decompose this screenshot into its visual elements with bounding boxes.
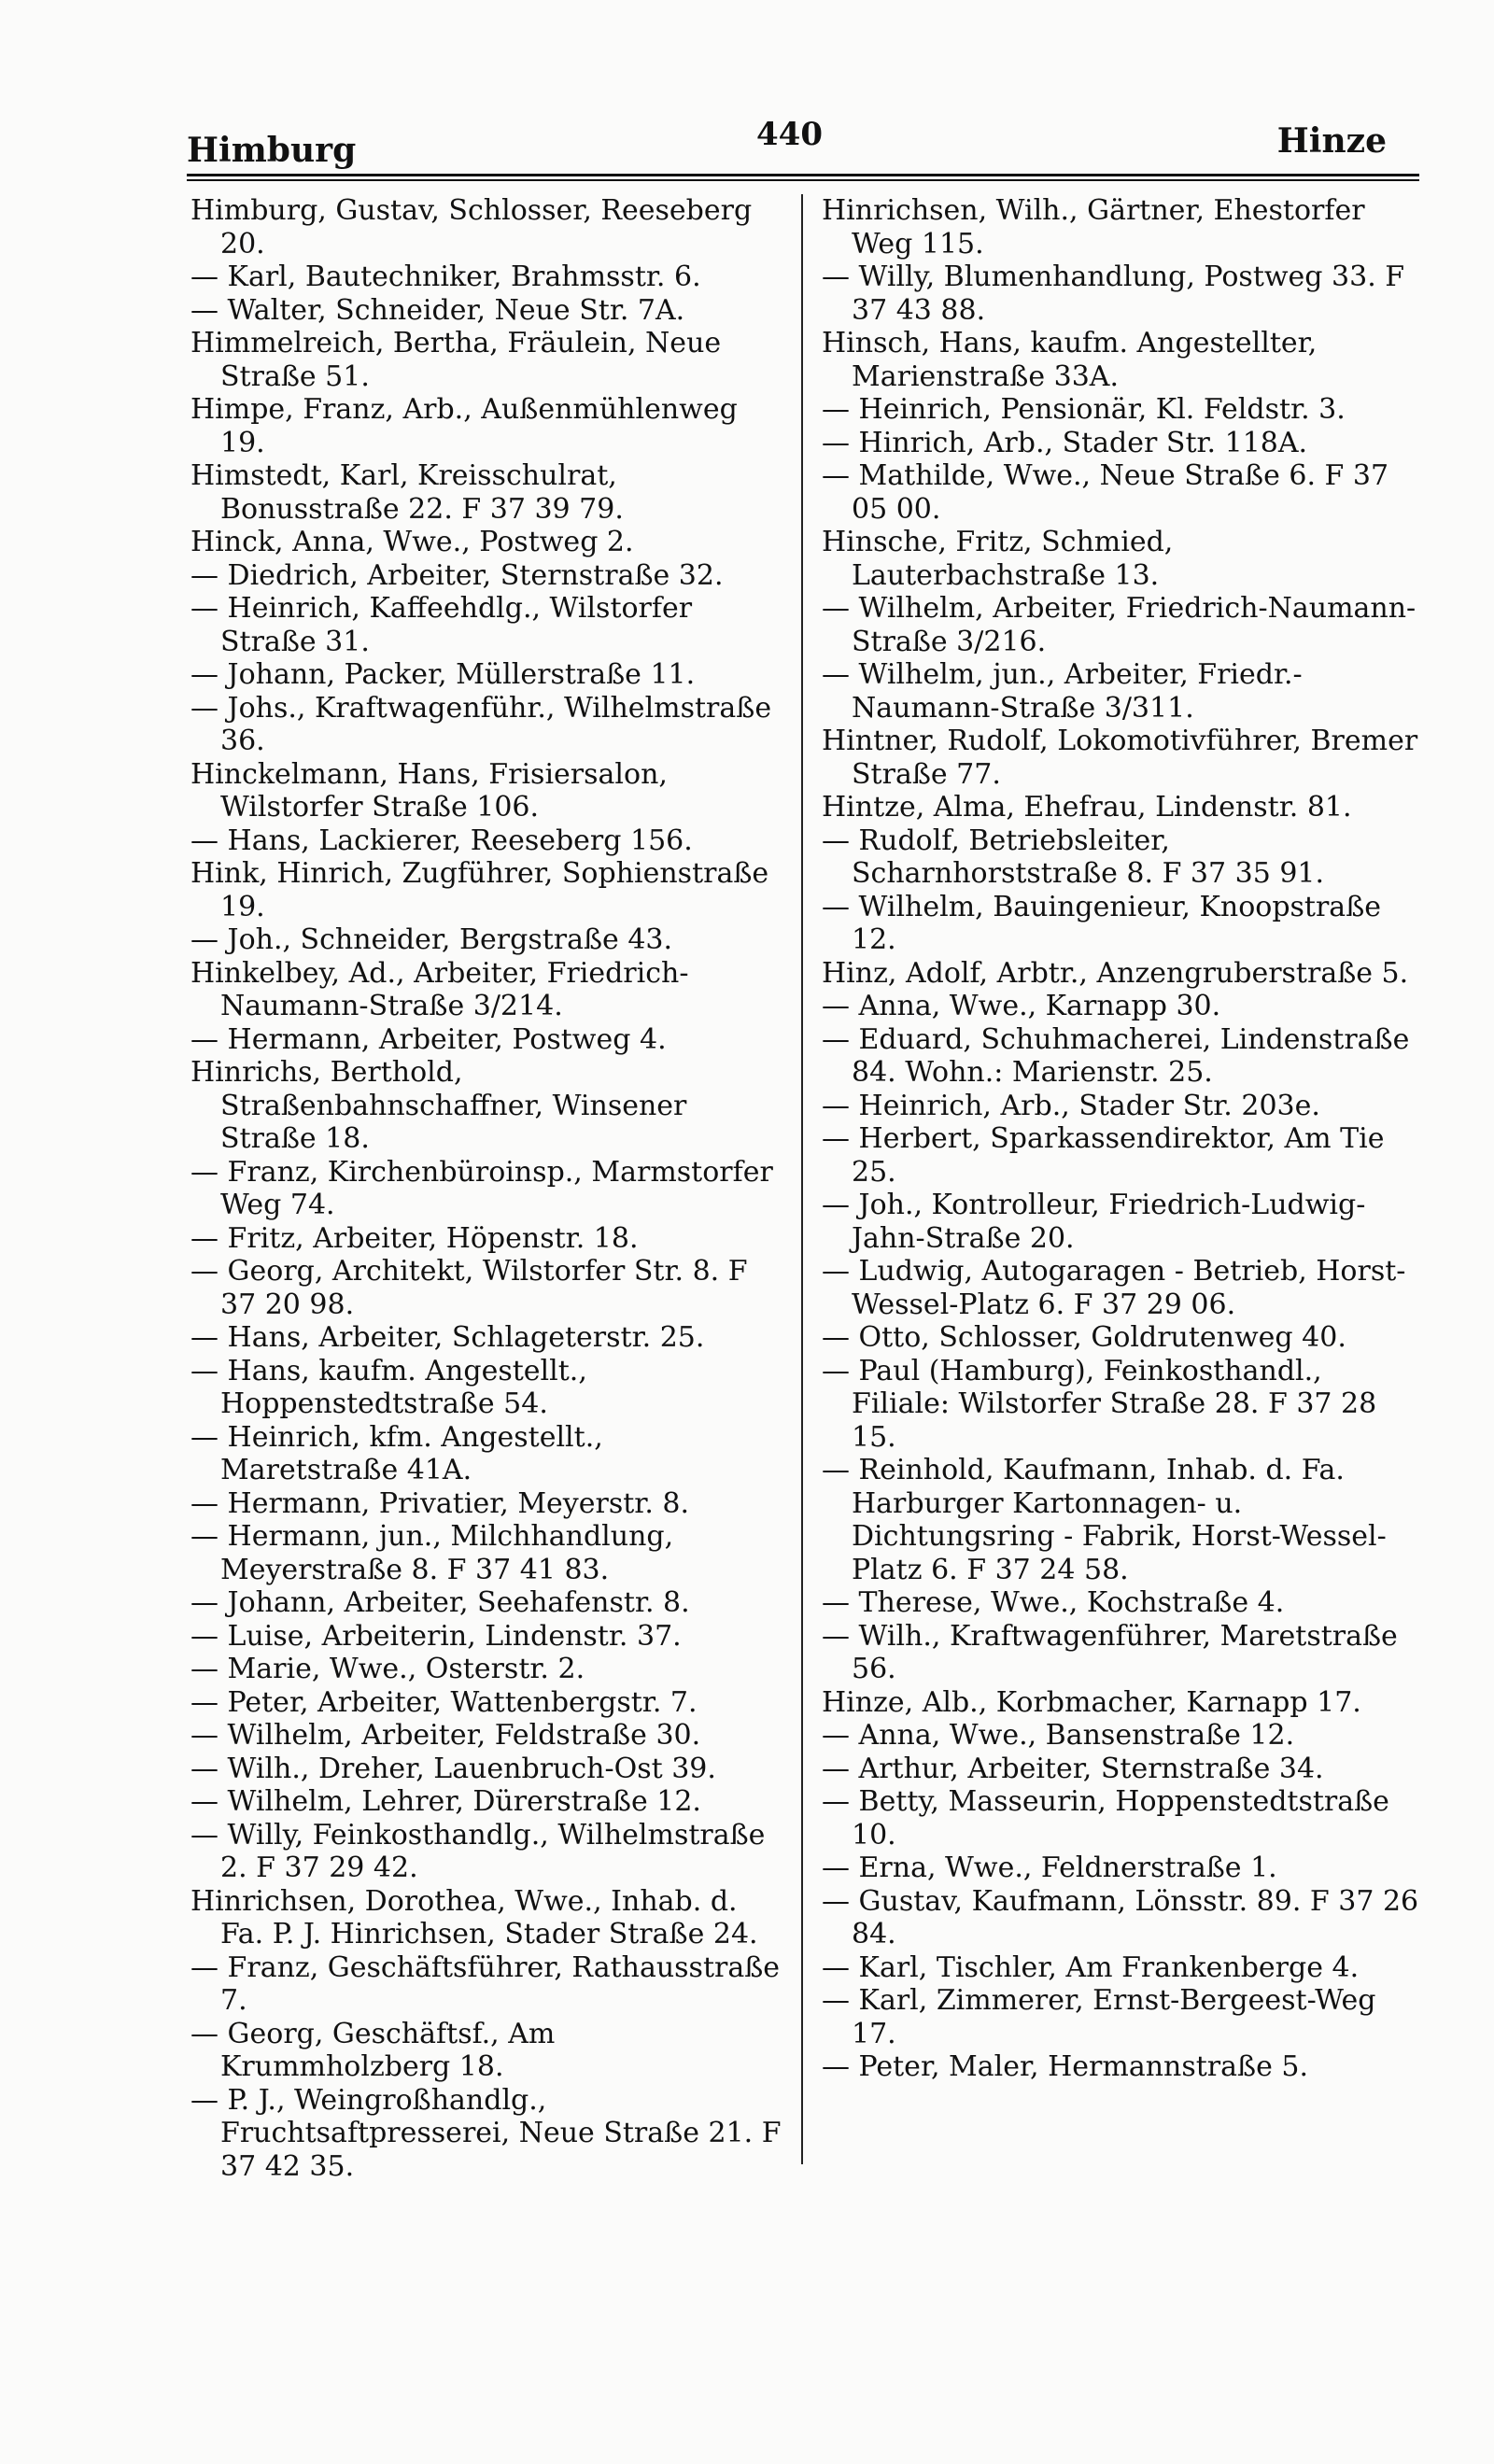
directory-entry: — Hermann, Privatier, Meyerstr. 8. [190,1486,690,1520]
directory-entry: — Franz, Geschäftsführer, Rathausstraße 7. [190,1950,781,2017]
directory-entry: Himmelreich, Bertha, Fräulein, Neue Straße 51. [190,327,722,393]
directory-entry: — Hans, Lackierer, Reeseberg 156. [190,824,693,857]
directory-entry: — Johann, Packer, Müllerstraße 11. [190,658,696,691]
directory-entry: — Eduard, Schuhmacherei, Lindenstraße 84. Wohn.: Marienstr. 25. [822,1022,1410,1089]
directory-entry: Hinz, Adolf, Arbtr., Anzengruberstraße 5. [822,956,1409,990]
directory-entry: Hinze, Alb., Korbmacher, Karnapp 17. [822,1685,1361,1719]
directory-entry: — P. J., Weingroßhandlg., Fruchtsaftpresserei, Neue Straße 21. F 37 42 35. [190,2083,782,2183]
directory-entry: — Wilhelm, Lehrer, Dürerstraße 12. [190,1785,701,1818]
directory-entry: — Betty, Masseurin, Hoppenstedtstraße 10. [822,1785,1389,1852]
directory-entry: — Karl, Bautechniker, Brahmsstr. 6. [190,260,701,293]
directory-entry: — Luise, Arbeiterin, Lindenstr. 37. [190,1619,682,1653]
directory-entry: — Peter, Maler, Hermannstraße 5. [822,2050,1308,2083]
header-rule-secondary [187,179,1419,181]
directory-entry: Himburg, Gustav, Schlosser, Reeseberg 20. [190,194,753,260]
directory-entry: — Diedrich, Arbeiter, Sternstraße 32. [190,558,724,592]
directory-entry: — Willy, Blumenhandlung, Postweg 33. F 37 43 88. [822,260,1405,327]
directory-entry: — Wilh., Kraftwagenführer, Maretstraße 56. [822,1619,1398,1685]
directory-entry: — Peter, Arbeiter, Wattenbergstr. 7. [190,1685,698,1719]
directory-entry: — Georg, Architekt, Wilstorfer Str. 8. F 37 20 98. [190,1255,748,1321]
directory-entry: Hinsch, Hans, kaufm. Angestellter, Marienstraße 33A. [822,327,1318,393]
directory-entry: — Joh., Kontrolleur, Friedrich-Ludwig-Jahn-Straße 20. [822,1189,1366,1255]
directory-entry: — Heinrich, Arb., Stader Str. 203e. [822,1089,1320,1122]
column-divider [801,194,803,2164]
directory-entry: — Reinhold, Kaufmann, Inhab. d. Fa. Harburger Kartonnagen- u. Dichtungsring - Fabrik, Horst-Wessel-Platz 6. F 37 24 58. [822,1454,1387,1586]
directory-entry: Hinkelbey, Ad., Arbeiter, Friedrich-Naumann-Straße 3/214. [190,956,689,1022]
directory-entry: — Heinrich, Pensionär, Kl. Feldstr. 3. [822,393,1346,426]
directory-entry: Hinrichsen, Dorothea, Wwe., Inhab. d. Fa. P. J. Hinrichsen, Stader Straße 24. [190,1884,758,1950]
directory-entry: Hinsche, Fritz, Schmied, Lauterbachstraße 13. [822,526,1174,592]
directory-entry: — Hermann, Arbeiter, Postweg 4. [190,1022,667,1056]
directory-entry: — Anna, Wwe., Karnapp 30. [822,990,1221,1022]
header-first-name: Himburg [187,131,357,170]
directory-entry: — Wilhelm, Arbeiter, Feldstraße 30. [190,1719,701,1752]
directory-entry: — Hans, Arbeiter, Schlageterstr. 25. [190,1321,705,1354]
directory-entry: — Hans, kaufm. Angestellt., Hoppenstedtstraße 54. [190,1354,587,1420]
directory-entry: Himstedt, Karl, Kreisschulrat, Bonusstraße 22. F 37 39 79. [190,459,624,526]
directory-entry: — Wilhelm, Arbeiter, Friedrich-Naumann-Straße 3/216. [822,592,1416,658]
directory-entry: Hinck, Anna, Wwe., Postweg 2. [190,526,634,558]
directory-entry: Hintner, Rudolf, Lokomotivführer, Bremer Straße 77. [822,725,1418,791]
directory-entry: — Marie, Wwe., Osterstr. 2. [190,1653,585,1685]
directory-entry: — Willy, Feinkosthandlg., Wilhelmstraße 2. F 37 29 42. [190,1818,766,1884]
directory-entry: — Georg, Geschäftsf., Am Krummholzberg 18. [190,2017,556,2083]
directory-entry: Hinrichs, Berthold, Straßenbahnschaffner, Winsener Straße 18. [190,1056,687,1155]
directory-entry: Hintze, Alma, Ehefrau, Lindenstr. 81. [822,791,1352,824]
directory-entry: Himpe, Franz, Arb., Außenmühlenweg 19. [190,393,738,459]
directory-entry: — Franz, Kirchenbüroinsp., Marmstorfer Weg 74. [190,1155,773,1221]
directory-entry: — Paul (Hamburg), Feinkosthandl., Filiale: Wilstorfer Straße 28. F 37 28 15. [822,1354,1377,1454]
directory-entry: — Anna, Wwe., Bansenstraße 12. [822,1719,1295,1752]
directory-entry: — Mathilde, Wwe., Neue Straße 6. F 37 05 00. [822,459,1389,526]
directory-entry: Hinrichsen, Wilh., Gärtner, Ehestorfer Weg 115. [822,194,1365,260]
directory-entry: — Karl, Zimmerer, Ernst-Bergeest-Weg 17. [822,1984,1376,2050]
directory-entry: — Therese, Wwe., Kochstraße 4. [822,1586,1285,1619]
directory-entry: — Herbert, Sparkassendirektor, Am Tie 25. [822,1122,1385,1189]
directory-entry: Hinckelmann, Hans, Frisiersalon, Wilstorfer Straße 106. [190,757,668,824]
left-column [190,194,783,2183]
page-number: 440 [756,116,823,153]
directory-entry: — Joh., Schneider, Bergstraße 43. [190,923,673,956]
directory-entry: — Hinrich, Arb., Stader Str. 118A. [822,426,1308,459]
directory-entry: — Fritz, Arbeiter, Höpenstr. 18. [190,1221,639,1255]
directory-entry: — Gustav, Kaufmann, Lönsstr. 89. F 37 26 84. [822,1884,1419,1950]
directory-entry: — Erna, Wwe., Feldnerstraße 1. [822,1852,1277,1884]
directory-entry: — Karl, Tischler, Am Frankenberge 4. [822,1950,1360,1984]
directory-entry: — Johann, Arbeiter, Seehafenstr. 8. [190,1586,690,1619]
directory-entry: — Hermann, jun., Milchhandlung, Meyerstraße 8. F 37 41 83. [190,1520,674,1586]
directory-entry: — Johs., Kraftwagenführ., Wilhelmstraße 36. [190,691,772,757]
directory-entry: — Arthur, Arbeiter, Sternstraße 34. [822,1752,1324,1785]
directory-entry: — Wilhelm, Bauingenieur, Knoopstraße 12. [822,890,1381,956]
directory-entry: — Heinrich, Kaffeehdlg., Wilstorfer Straße 31. [190,592,693,658]
directory-entry: — Rudolf, Betriebsleiter, Scharnhorststraße 8. F 37 35 91. [822,824,1325,890]
directory-entry: Hink, Hinrich, Zugführer, Sophienstraße 19. [190,857,769,923]
directory-entry: — Ludwig, Autogaragen - Betrieb, Horst-Wessel-Platz 6. F 37 29 06. [822,1255,1406,1321]
right-column [822,194,1429,2084]
page-header [187,116,1387,176]
header-last-name: Hinze [1276,121,1387,161]
directory-entry: — Wilhelm, jun., Arbeiter, Friedr.-Naumann-Straße 3/311. [822,658,1303,725]
directory-entry: — Heinrich, kfm. Angestellt., Maretstraße 41A. [190,1420,603,1486]
directory-entry: — Otto, Schlosser, Goldrutenweg 40. [822,1321,1346,1354]
header-rule [187,174,1419,176]
directory-entry: — Wilh., Dreher, Lauenbruch-Ost 39. [190,1752,716,1785]
directory-entry: — Walter, Schneider, Neue Str. 7A. [190,293,685,327]
